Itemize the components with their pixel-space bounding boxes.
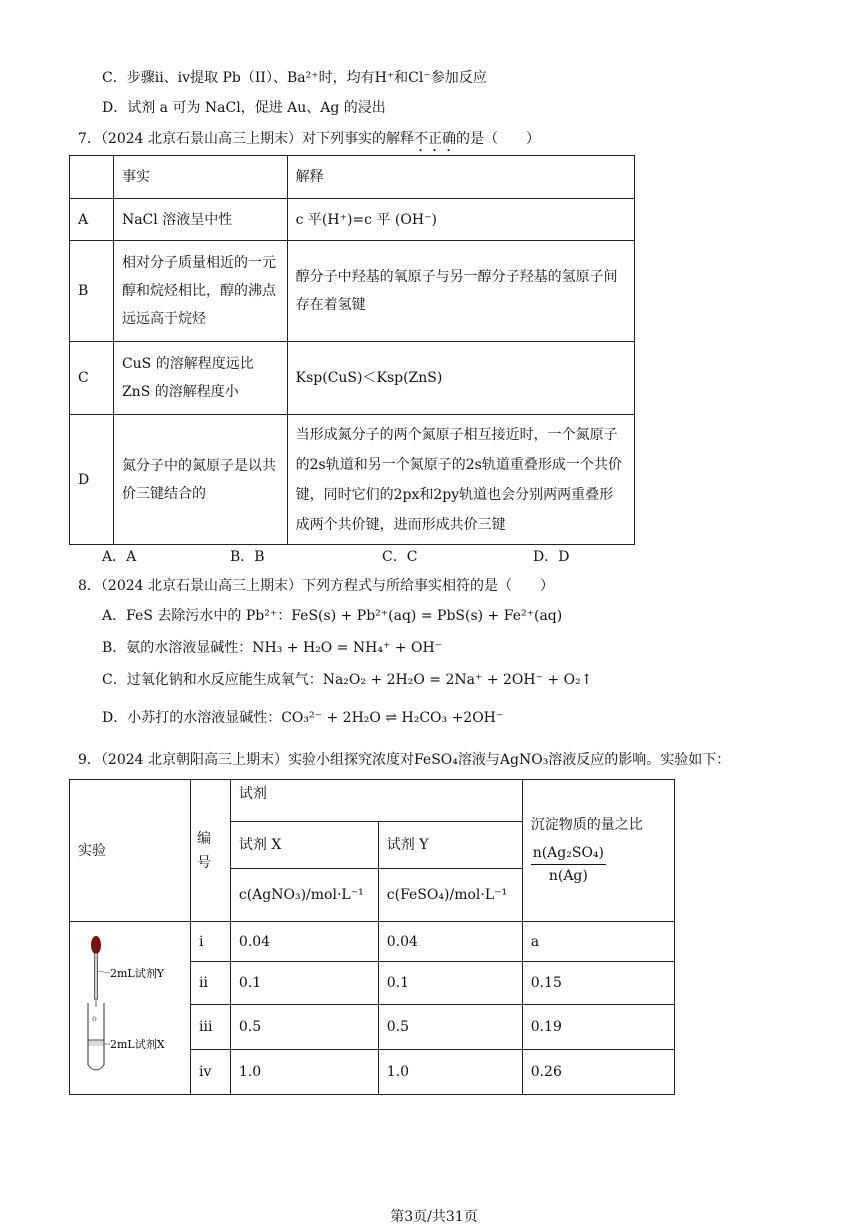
q7-row-expl: 当形成氮分子的两个氮原子相互接近时，一个氮原子的2s轨道和另一个氮原子的2s轨道重叠形成一个共价键，同时它们的2px和2py轨道也会分别两两重叠形成两个共价键，进而形成共价三键 <box>287 415 634 545</box>
q7-option-d: D．D <box>533 549 570 565</box>
q9-ratio-numerator: n(Ag₂SO₄) <box>531 842 606 865</box>
q6-option-d: D．试剂 a 可为 NaCl，促进 Au、Ag 的浸出 <box>102 100 386 116</box>
q9-head-cy: c(FeSO₄)/mol·L⁻¹ <box>378 869 522 922</box>
q9-head-ratio <box>522 780 674 922</box>
q9-ratio-fraction <box>531 842 606 887</box>
q9-head-number-text: 编号 <box>197 830 211 871</box>
page-footer: 第3页/共31页 <box>390 1209 478 1225</box>
q9-table <box>69 779 675 1095</box>
q7-head-fact: 事实 <box>113 156 287 199</box>
q6-option-c: C．步骤ii、iv提取 Pb（II）、Ba²⁺时，均有H⁺和Cl⁻参加反应 <box>102 70 487 86</box>
q7-option-b: B．B <box>230 549 265 565</box>
q9-ratio-denominator: n(Ag) <box>548 868 588 884</box>
q9-row-ratio: 0.26 <box>522 1050 674 1095</box>
q7-option-c: C．C <box>382 549 418 565</box>
q7-row-label: C <box>70 342 114 415</box>
q7-stem <box>78 129 540 155</box>
q9-head-reagent: 试剂 <box>230 780 522 822</box>
svg-text:o: o <box>92 1014 97 1023</box>
q9-row-y: 0.04 <box>378 922 522 962</box>
q7-row-label: D <box>70 415 114 545</box>
q7-row-label: A <box>70 199 114 241</box>
q9-head-x: 试剂 X <box>230 822 378 869</box>
q8-option-c: C．过氧化钠和水反应能生成氧气：Na₂O₂ + 2H₂O = 2Na⁺ + 2OH⁻ + O₂↑ <box>102 672 593 688</box>
figure-label-x: 2mL试剂X <box>110 1038 165 1051</box>
q7-row-expl: 醇分子中羟基的氧原子与另一醇分子羟基的氢原子间存在着氢键 <box>287 241 634 342</box>
q9-row-ratio: a <box>522 922 674 962</box>
q8-stem: 8．（2024 北京石景山高三上期末）下列方程式与所给事实相符的是（ ） <box>78 578 554 594</box>
q9-row-ratio: 0.19 <box>522 1005 674 1050</box>
q7-row-label: B <box>70 241 114 342</box>
figure-label-y: 2mL试剂Y <box>110 967 164 980</box>
q9-row-y: 1.0 <box>378 1050 522 1095</box>
q9-row-y: 0.5 <box>378 1005 522 1050</box>
q9-row-ratio: 0.15 <box>522 962 674 1005</box>
test-tube-icon <box>88 1003 104 1070</box>
q9-figure-cell <box>70 922 191 1095</box>
q9-head-cx: c(AgNO₃)/mol·L⁻¹ <box>230 869 378 922</box>
q9-head-y: 试剂 Y <box>378 822 522 869</box>
test-tube-figure <box>70 923 190 1093</box>
q9-row-x: 0.5 <box>230 1005 378 1050</box>
q7-head-blank <box>70 156 114 199</box>
q7-row-fact: 相对分子质量相近的一元醇和烷烃相比，醇的沸点远远高于烷烃 <box>113 241 287 342</box>
q7-row-fact: NaCl 溶液呈中性 <box>113 199 287 241</box>
q9-row-no: iv <box>191 1050 231 1095</box>
q9-row-x: 1.0 <box>230 1050 378 1095</box>
q7-head-expl: 解释 <box>287 156 634 199</box>
q7-stem-pre: 7．（2024 北京石景山高三上期末）对下列事实的解释 <box>78 131 414 147</box>
q7-row-expl: c 平(H⁺)=c 平 (OH⁻) <box>287 199 634 241</box>
q8-option-a: A．FeS 去除污水中的 Pb²⁺：FeS(s) + Pb²⁺(aq) = PbS(s) + Fe²⁺(aq) <box>102 608 563 624</box>
q9-row-no: i <box>191 922 231 962</box>
q9-row-no: iii <box>191 1005 231 1050</box>
q8-option-b: B．氨的水溶液显碱性：NH₃ + H₂O = NH₄⁺ + OH⁻ <box>102 640 443 656</box>
q7-row-fact: CuS 的溶解程度远比 ZnS 的溶解程度小 <box>113 342 287 415</box>
q9-row-no: ii <box>191 962 231 1005</box>
q9-row-x: 0.04 <box>230 922 378 962</box>
q8-option-d: D．小苏打的水溶液显碱性：CO₃²⁻ + 2H₂O ⇌ H₂CO₃ +2OH⁻ <box>102 710 504 726</box>
q7-option-a: A．A <box>102 549 137 565</box>
q9-row-x: 0.1 <box>230 962 378 1005</box>
q7-row-fact: 氮分子中的氮原子是以共价三键结合的 <box>113 415 287 545</box>
q9-stem: 9．（2024 北京朝阳高三上期末）实验小组探究浓度对FeSO₄溶液与AgNO₃溶液反应的影响。实验如下： <box>78 752 731 768</box>
q7-row-expl: Ksp(CuS)＜Ksp(ZnS) <box>287 342 634 415</box>
q9-head-ratio-text: 沉淀物质的量之比 <box>530 817 643 833</box>
q9-head-experiment: 实验 <box>70 780 191 922</box>
q7-table <box>69 155 635 545</box>
q7-stem-emphasis: 不正确 <box>414 131 456 147</box>
q9-row-y: 0.1 <box>378 962 522 1005</box>
q7-stem-post: 的是（ ） <box>456 131 540 147</box>
q9-head-number <box>191 780 231 922</box>
